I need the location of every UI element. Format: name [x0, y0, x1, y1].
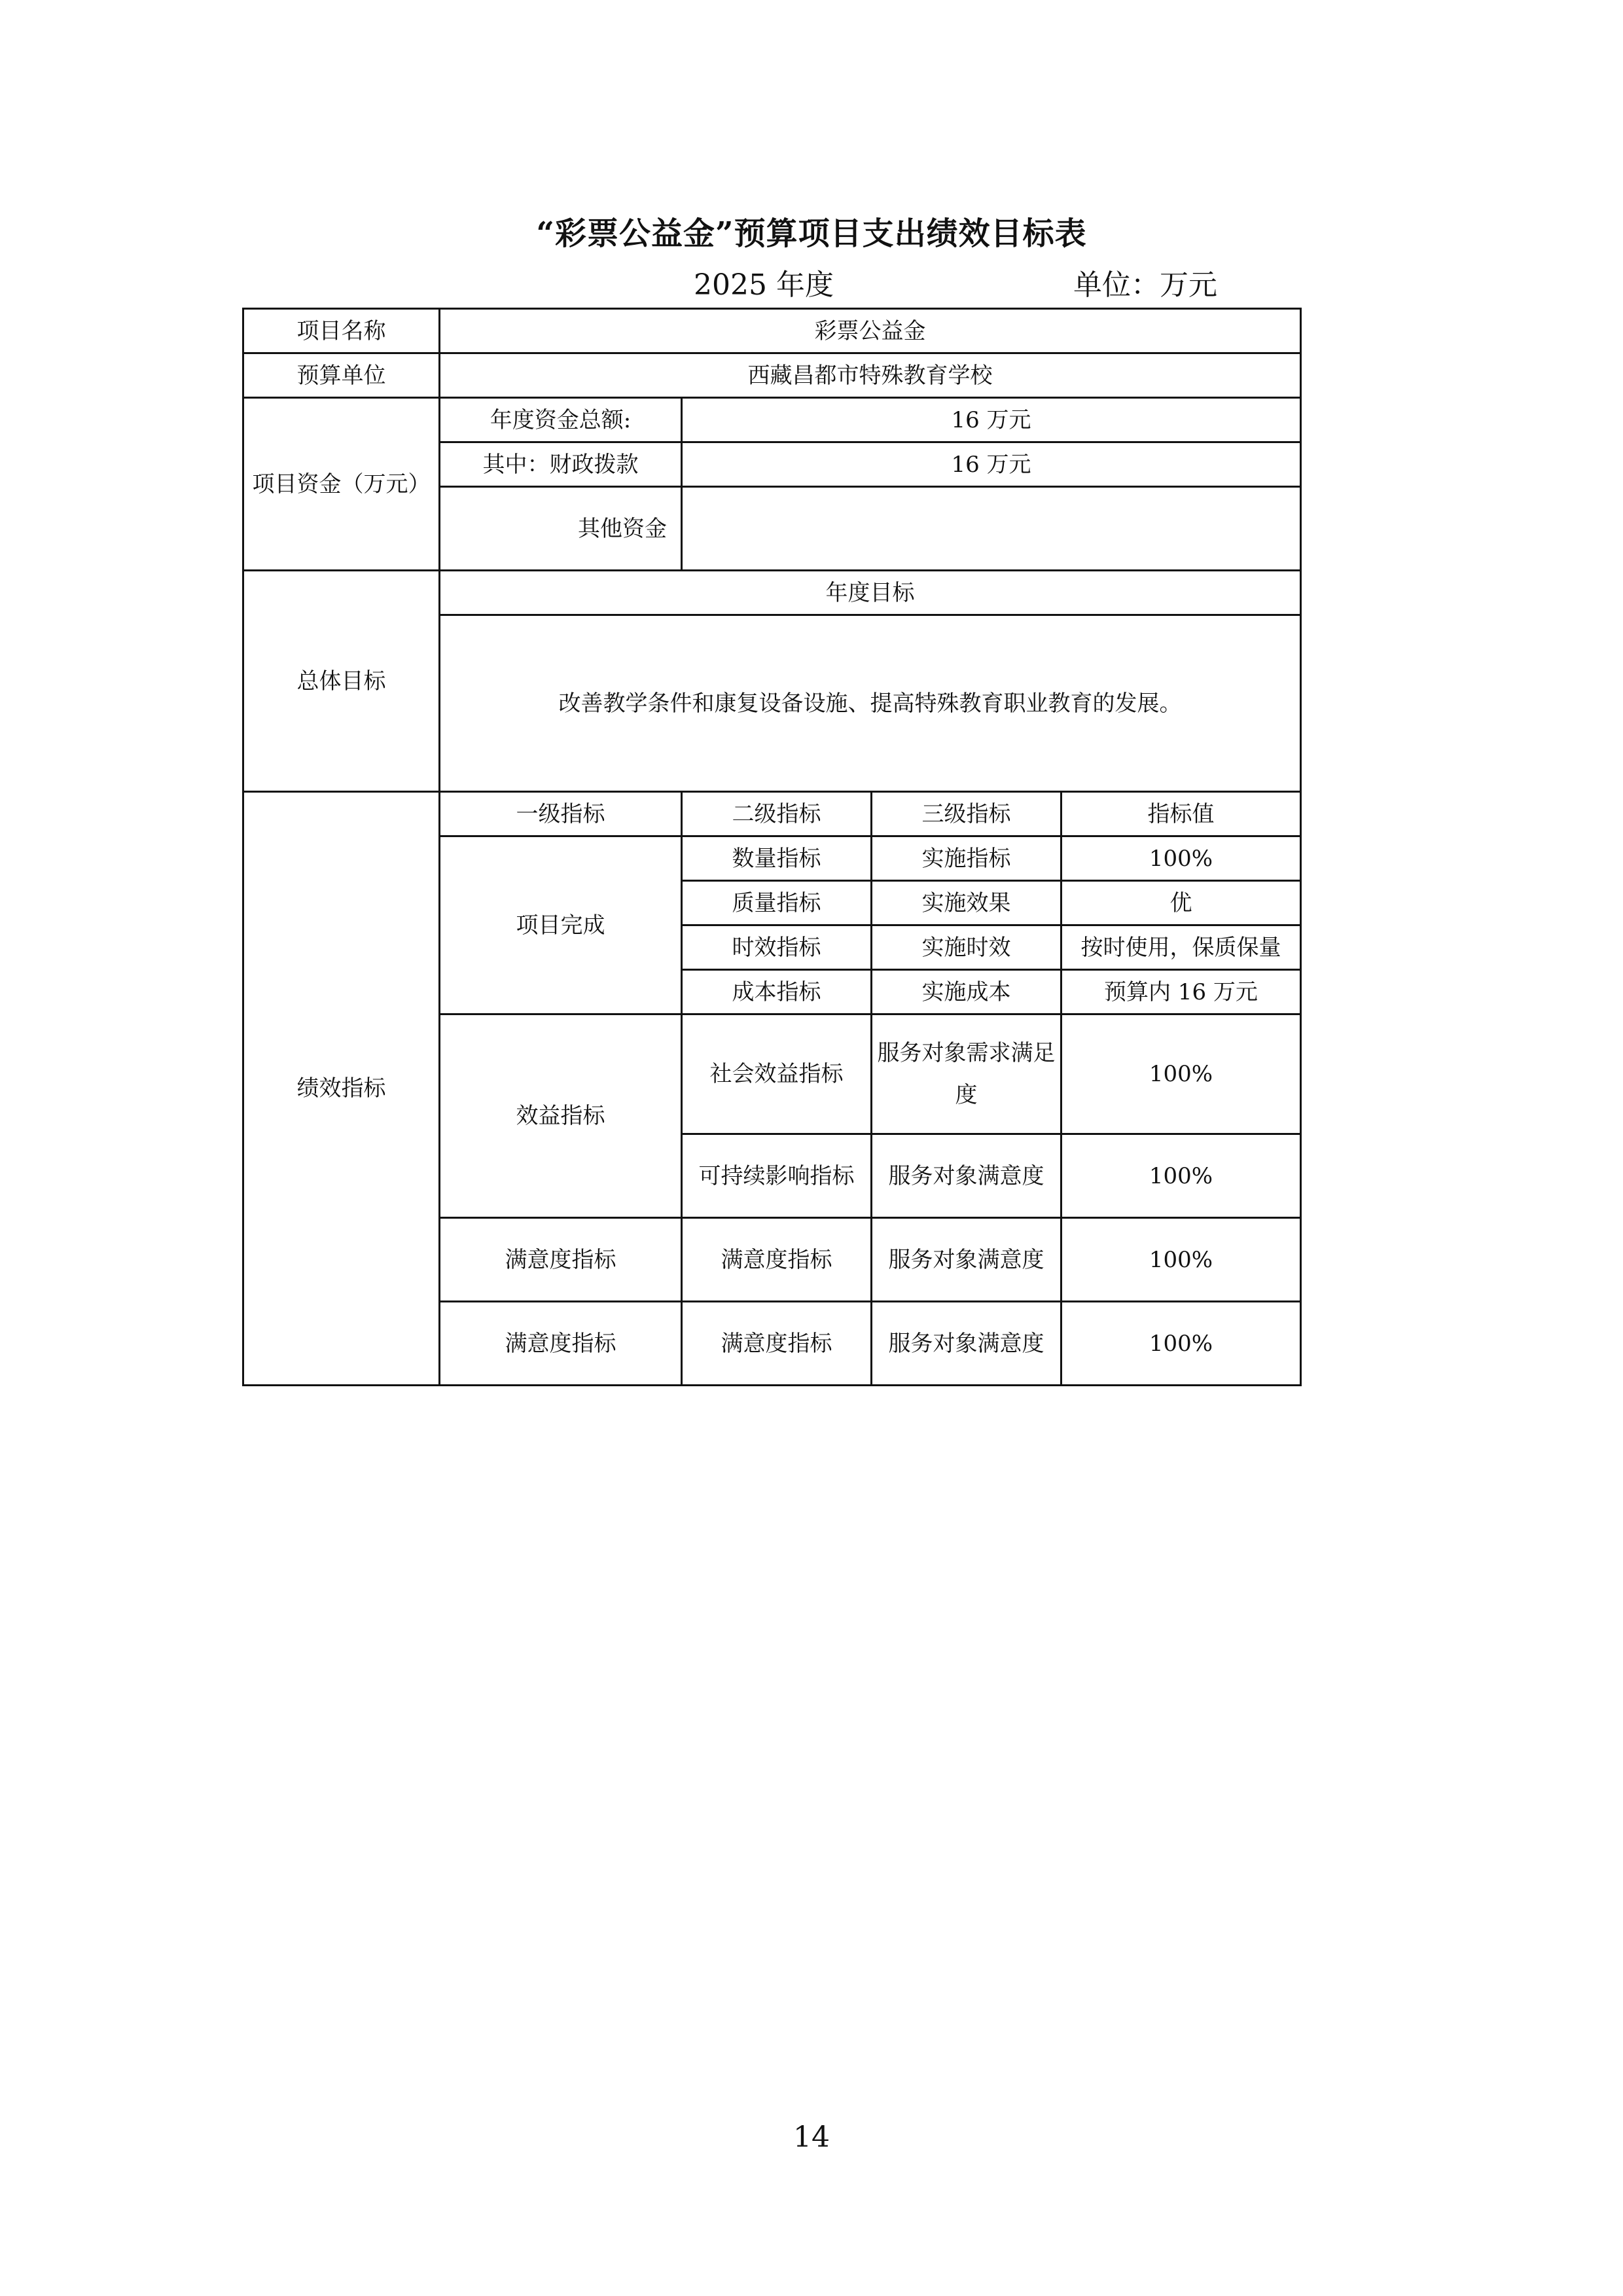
overall-goal-label: 总体目标: [243, 571, 440, 792]
value-cell: 优: [1061, 881, 1301, 925]
table-row: [243, 309, 1301, 353]
table-row: [243, 792, 1301, 836]
header-level2: 二级指标: [682, 792, 872, 836]
level2-cell: 时效指标: [682, 925, 872, 970]
level1-cell: 满意度指标: [440, 1218, 682, 1302]
annual-total-label: 年度资金总额:: [440, 398, 682, 442]
value-cell: 100%: [1061, 1218, 1301, 1302]
level3-cell: 实施成本: [872, 970, 1061, 1014]
header-level3: 三级指标: [872, 792, 1061, 836]
budget-unit-label: 预算单位: [243, 353, 440, 398]
level2-cell: 满意度指标: [682, 1218, 872, 1302]
header-level1: 一级指标: [440, 792, 682, 836]
level3-cell: 服务对象满意度: [872, 1134, 1061, 1218]
table-row: [243, 398, 1301, 442]
fiscal-allocation-value: 16 万元: [682, 442, 1301, 487]
level1-cell: 项目完成: [440, 836, 682, 1014]
fiscal-allocation-label: 其中：财政拨款: [440, 442, 682, 487]
value-cell: 100%: [1061, 836, 1301, 881]
performance-indicators-label: 绩效指标: [243, 792, 440, 1386]
currency-unit: 单位：万元: [1073, 268, 1217, 302]
level1-cell: 满意度指标: [440, 1302, 682, 1386]
fiscal-year: 2025 年度: [694, 268, 834, 302]
level2-cell: 质量指标: [682, 881, 872, 925]
budget-unit-value: 西藏昌都市特殊教育学校: [440, 353, 1301, 398]
other-funds-text: 其他资金: [578, 515, 667, 542]
level3-cell: 服务对象满意度: [872, 1302, 1061, 1386]
annual-goal-text: 改善教学条件和康复设备设施、提高特殊教育职业教育的发展。: [440, 615, 1301, 792]
level2-cell: 可持续影响指标: [682, 1134, 872, 1218]
level1-cell: 效益指标: [440, 1014, 682, 1218]
level3-cell: 服务对象满意度: [872, 1218, 1061, 1302]
value-cell: 预算内 16 万元: [1061, 970, 1301, 1014]
level2-cell: 满意度指标: [682, 1302, 872, 1386]
other-funds-value: [682, 487, 1301, 571]
level2-cell: 成本指标: [682, 970, 872, 1014]
document-title: “彩票公益金”预算项目支出绩效目标表: [536, 215, 1087, 252]
level3-cell: 服务对象需求满足度: [872, 1014, 1061, 1134]
page-number: 14: [793, 2121, 830, 2154]
level3-cell: 实施时效: [872, 925, 1061, 970]
value-cell: 100%: [1061, 1134, 1301, 1218]
project-name-label: 项目名称: [243, 309, 440, 353]
performance-target-table: [242, 308, 1302, 1386]
value-cell: 按时使用，保质保量: [1061, 925, 1301, 970]
table-row: [243, 353, 1301, 398]
table-row: [243, 571, 1301, 615]
annual-goal-header: 年度目标: [440, 571, 1301, 615]
value-cell: 100%: [1061, 1302, 1301, 1386]
annual-total-value: 16 万元: [682, 398, 1301, 442]
value-cell: 100%: [1061, 1014, 1301, 1134]
project-funds-label: 项目资金（万元）: [243, 398, 440, 571]
level2-cell: 数量指标: [682, 836, 872, 881]
header-value: 指标值: [1061, 792, 1301, 836]
level3-cell: 实施指标: [872, 836, 1061, 881]
other-funds-label: [440, 487, 682, 571]
project-name-value: 彩票公益金: [440, 309, 1301, 353]
level2-cell: 社会效益指标: [682, 1014, 872, 1134]
level3-cell: 实施效果: [872, 881, 1061, 925]
